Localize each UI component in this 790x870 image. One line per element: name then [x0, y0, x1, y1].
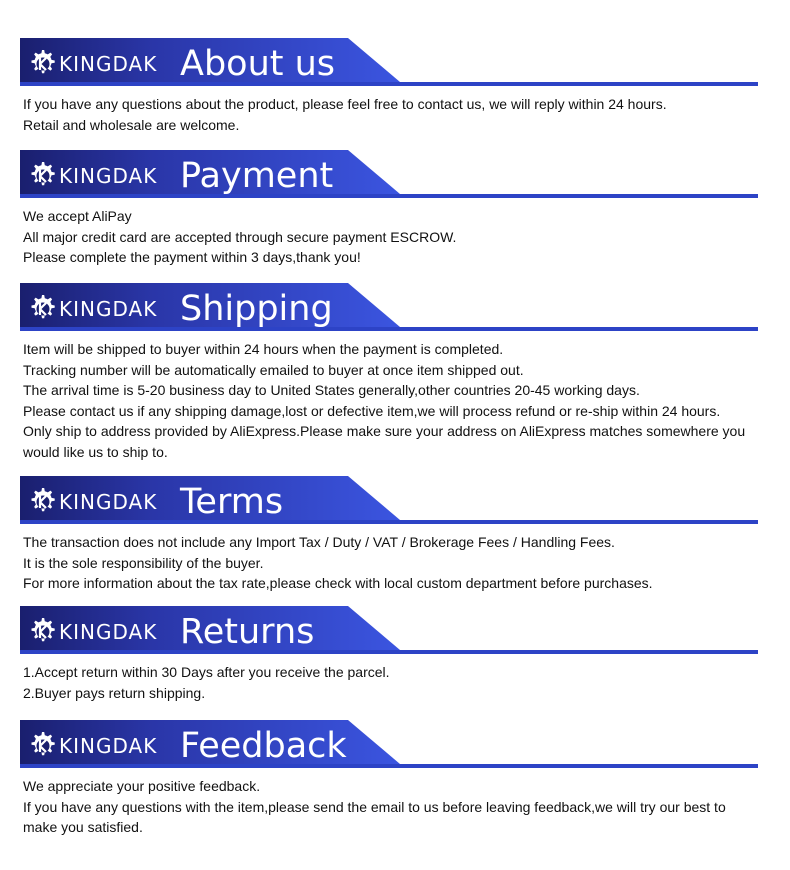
kingdak-logo [26, 292, 157, 326]
body-line: All major credit card are accepted through secure payment ESCROW. [23, 228, 457, 245]
section-title: Payment [180, 156, 334, 196]
section-banner [0, 38, 790, 88]
kingdak-logo [26, 615, 157, 649]
kingdak-logo [26, 729, 157, 763]
section-terms [0, 476, 790, 594]
section-body [0, 662, 790, 703]
body-line: Only ship to address provided by AliExpress.Please make sure your address on AliExpress matches somewhere you would like us to ship to. [23, 423, 746, 460]
body-line: For more information about the tax rate,please check with local custom department before purchases. [23, 575, 653, 591]
logo-text: KINGDAK [59, 620, 158, 644]
kingdak-logo [26, 47, 157, 81]
logo-text: KINGDAK [59, 297, 158, 321]
section-returns [0, 606, 790, 703]
body-line: The arrival time is 5-20 business day to United States generally,other countries 20-45 working days. [23, 382, 640, 398]
section-body [0, 776, 790, 838]
kingdak-logo [26, 159, 157, 193]
body-line: We accept AliPay [23, 208, 132, 224]
section-body [0, 94, 790, 135]
body-line: Please contact us if any shipping damage,lost or defective item,we will process refund or re-ship within 24 hours. [23, 402, 721, 419]
section-title: Terms [180, 482, 284, 522]
kingdak-logo [26, 485, 157, 519]
body-line: Tracking number will be automatically emailed to buyer at once item shipped out. [23, 361, 524, 378]
section-body [0, 206, 790, 268]
section-shipping [0, 283, 790, 462]
section-title: Feedback [180, 726, 347, 766]
body-line: It is the sole responsibility of the buyer. [23, 554, 264, 571]
body-line: If you have any questions about the product, please feel free to contact us, we will reply within 24 hours. [23, 96, 667, 112]
section-banner [0, 720, 790, 770]
body-line: If you have any questions with the item,please send the email to us before leaving feedback,we will try our best to make you satisfied. [23, 798, 726, 835]
section-banner [0, 476, 790, 526]
body-line: Item will be shipped to buyer within 24 hours when the payment is completed. [23, 341, 504, 357]
body-line: 1.Accept return within 30 Days after you receive the parcel. [23, 664, 390, 680]
body-line: The transaction does not include any Import Tax / Duty / VAT / Brokerage Fees / Handling Fees. [23, 534, 615, 550]
section-banner [0, 283, 790, 333]
gear-logo-icon [26, 616, 58, 648]
section-title: About us [180, 44, 336, 84]
body-line: Retail and wholesale are welcome. [23, 116, 240, 133]
body-line: 2.Buyer pays return shipping. [23, 684, 206, 701]
section-about-us [0, 38, 790, 135]
gear-logo-icon [26, 486, 58, 518]
logo-text: KINGDAK [59, 490, 158, 514]
section-banner [0, 606, 790, 656]
section-title: Returns [180, 612, 315, 652]
gear-logo-icon [26, 48, 58, 80]
gear-logo-icon [26, 160, 58, 192]
section-body [0, 339, 790, 462]
logo-text: KINGDAK [59, 164, 158, 188]
gear-logo-icon [26, 293, 58, 325]
logo-text: KINGDAK [59, 52, 158, 76]
section-title: Shipping [180, 289, 333, 329]
gear-logo-icon [26, 730, 58, 762]
section-body [0, 532, 790, 594]
section-payment [0, 150, 790, 268]
body-line: Please complete the payment within 3 days,thank you! [23, 249, 361, 265]
section-banner [0, 150, 790, 200]
body-line: We appreciate your positive feedback. [23, 778, 261, 794]
logo-text: KINGDAK [59, 734, 158, 758]
section-feedback [0, 720, 790, 838]
